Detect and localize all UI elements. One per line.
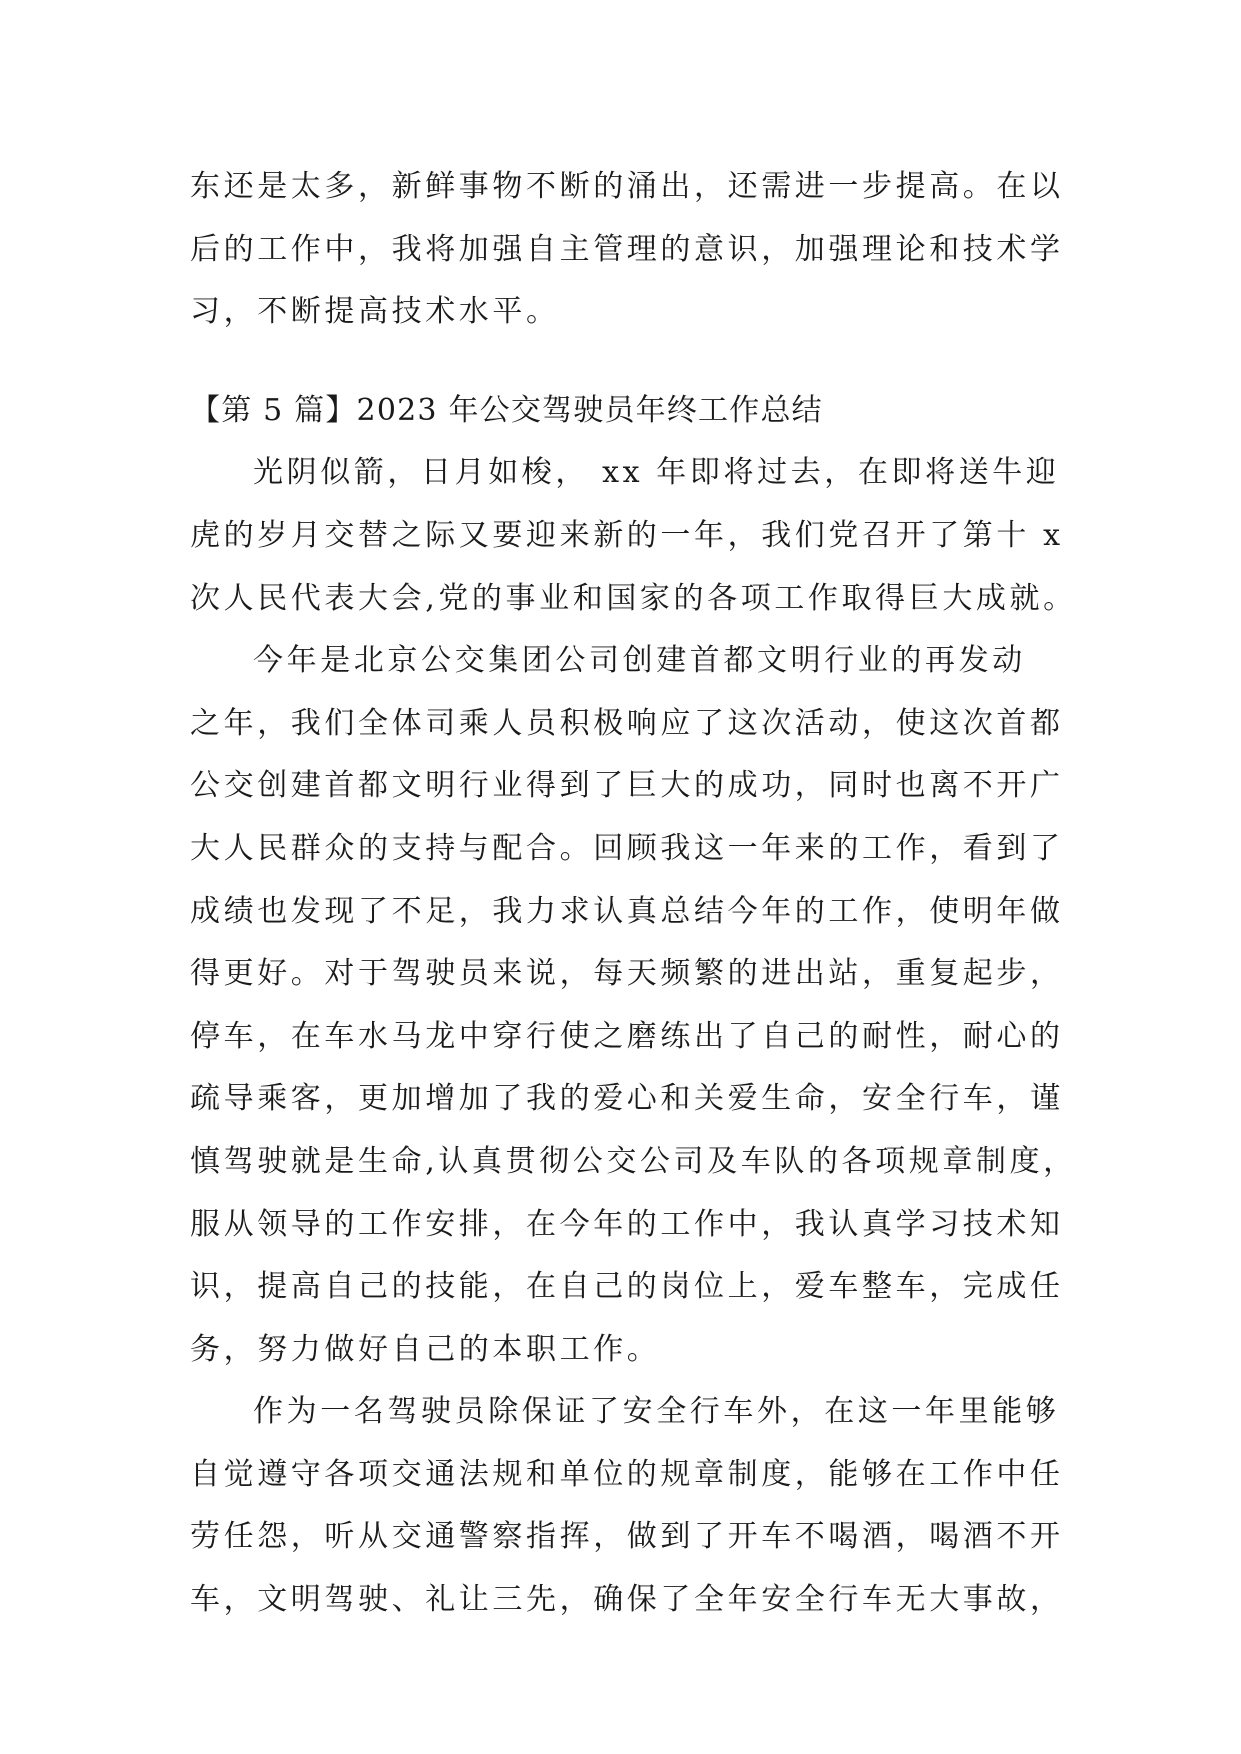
document-body — [190, 156, 1077, 1632]
text-line: 成绩也发现了不足，我力求认真总结今年的工作，使明年做 — [190, 893, 1064, 929]
text-line: 慎驾驶就是生命,认真贯彻公交公司及车队的各项规章制度， — [190, 1143, 1077, 1179]
text-line: 务，努力做好自己的本职工作。 — [190, 1331, 661, 1367]
text-line: 疏导乘客，更加增加了我的爱心和关爱生命，安全行车，谨 — [190, 1081, 1064, 1117]
text-line: 作为一名驾驶员除保证了安全行车外，在这一年里能够 — [253, 1394, 1060, 1430]
text-line: 劳任怨，听从交通警察指挥，做到了开车不喝酒，喝酒不开 — [190, 1519, 1064, 1555]
text-line: 今年是北京公交集团公司创建首都文明行业的再发动 — [253, 643, 1026, 679]
text-line: 光阴似箭，日月如梭， xx 年即将过去，在即将送牛迎 — [253, 455, 1060, 491]
text-line: 得更好。对于驾驶员来说，每天频繁的进出站，重复起步， — [190, 956, 1064, 992]
text-line: 识，提高自己的技能，在自己的岗位上，爱车整车，完成任 — [190, 1269, 1064, 1305]
text-line: 习，不断提高技术水平。 — [190, 294, 560, 330]
text-line: 次人民代表大会,党的事业和国家的各项工作取得巨大成就。 — [190, 580, 1077, 616]
text-line: 自觉遵守各项交通法规和单位的规章制度，能够在工作中任 — [190, 1456, 1064, 1492]
section-heading: 【第 5 篇】2023 年公交驾驶员年终工作总结 — [190, 392, 823, 428]
text-line: 车，文明驾驶、礼让三先，确保了全年安全行车无大事故， — [190, 1582, 1064, 1618]
text-line: 之年，我们全体司乘人员积极响应了这次活动，使这次首都 — [190, 705, 1064, 741]
text-line: 东还是太多，新鲜事物不断的涌出，还需进一步提高。在以 — [190, 169, 1064, 204]
text-line: 停车，在车水马龙中穿行使之磨练出了自己的耐性，耐心的 — [190, 1018, 1064, 1054]
text-line: 后的工作中，我将加强自主管理的意识，加强理论和技术学 — [190, 231, 1064, 267]
text-line: 服从领导的工作安排，在今年的工作中，我认真学习技术知 — [190, 1206, 1064, 1242]
text-line: 大人民群众的支持与配合。回顾我这一年来的工作，看到了 — [190, 830, 1064, 866]
text-line: 公交创建首都文明行业得到了巨大的成功，同时也离不开广 — [190, 768, 1064, 804]
text-line: 虎的岁月交替之际又要迎来新的一年，我们党召开了第十 x — [190, 517, 1064, 553]
